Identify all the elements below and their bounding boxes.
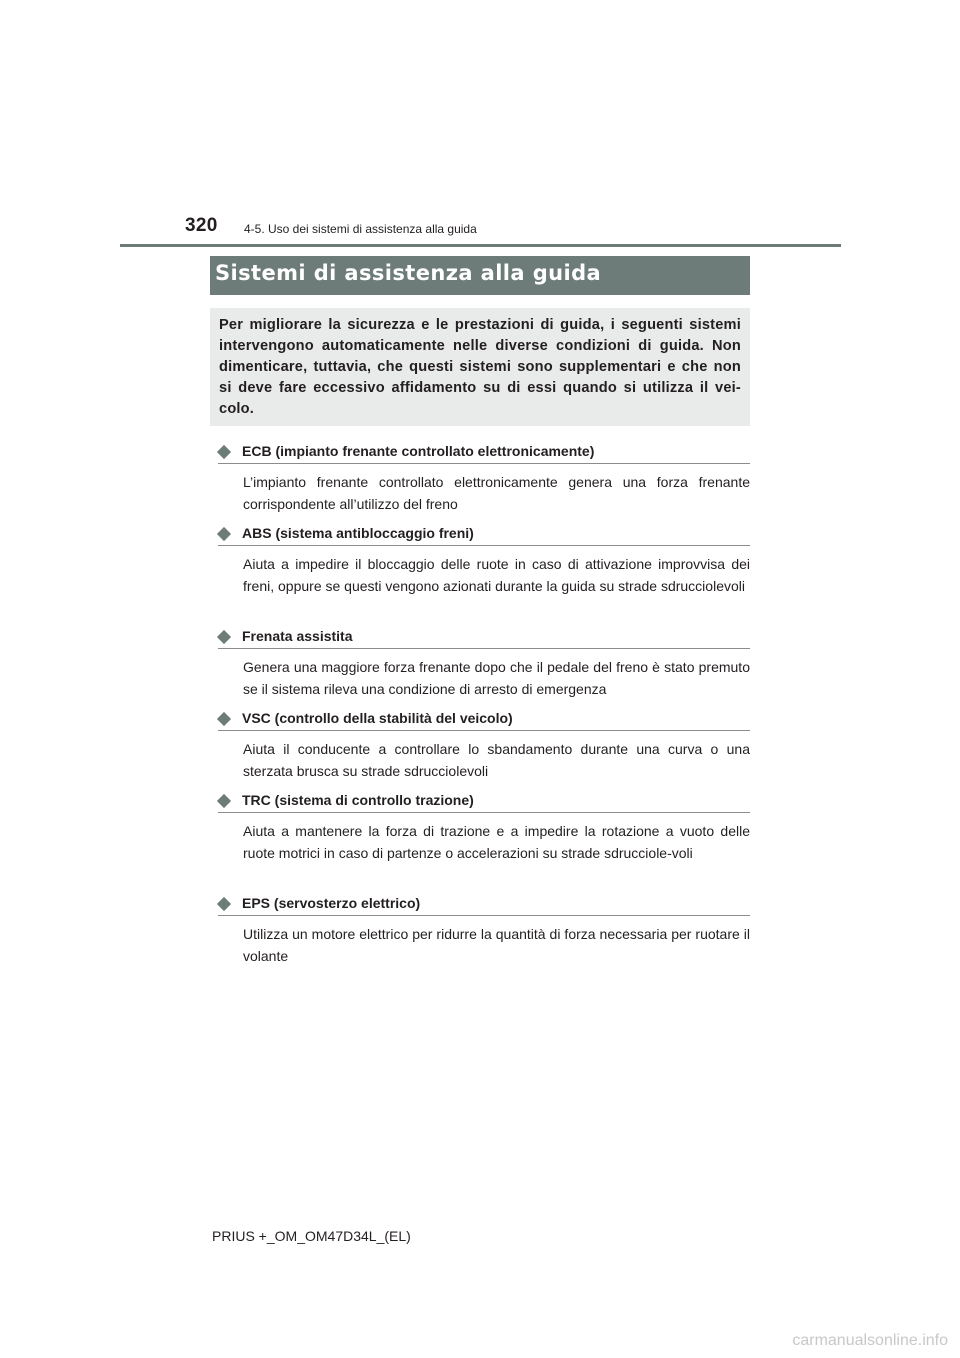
feature-heading <box>218 894 750 916</box>
intro-box <box>210 308 750 426</box>
feature-heading <box>218 524 750 546</box>
feature-title: ABS (sistema antibloccaggio freni) <box>242 525 474 541</box>
diamond-bullet-icon <box>217 897 231 911</box>
section-header: 4-5. Uso dei sistemi di assistenza alla guida <box>244 222 477 236</box>
feature-description: Aiuta a mantenere la forza di trazione e a impedire la rotazione a vuoto delle ruote motrici in caso di partenze o accelerazioni su strade sdrucciole-voli <box>243 823 750 861</box>
feature-ecb <box>218 442 750 515</box>
header-rule <box>120 244 841 247</box>
feature-title: TRC (sistema di controllo trazione) <box>242 792 474 808</box>
feature-description: L’impianto frenante controllato elettronicamente genera una forza frenante corrispondente all’utilizzo del freno <box>243 474 750 512</box>
diamond-bullet-icon <box>217 527 231 541</box>
feature-description: Genera una maggiore forza frenante dopo che il pedale del freno è stato premuto se il sistema rileva una condizione di arresto di emergenza <box>243 659 750 697</box>
feature-heading <box>218 627 750 649</box>
feature-title: VSC (controllo della stabilità del veicolo) <box>242 710 513 726</box>
title-banner <box>210 256 750 295</box>
intro-text: Per migliorare la sicurezza e le prestazioni di guida, i seguenti sistemi intervengono automaticamente nelle diverse condizioni di guida. Non dimenticare, tuttavia, che questi sistemi sono supplementari e che non si deve fare eccessivo affidamento su di essi quando si utilizza il vei-colo. <box>219 317 741 417</box>
feature-description: Aiuta a impedire il bloccaggio delle ruote in caso di attivazione improvvisa dei freni, oppure se questi vengono azionati durante la guida su strade sdrucciolevoli <box>243 556 750 594</box>
feature-description: Utilizza un motore elettrico per ridurre la quantità di forza necessaria per ruotare il volante <box>243 926 750 964</box>
page-number: 320 <box>185 215 218 236</box>
feature-title: EPS (servosterzo elettrico) <box>242 895 421 911</box>
feature-description: Aiuta il conducente a controllare lo sbandamento durante una curva o una sterzata brusca su strade sdrucciolevoli <box>243 741 750 779</box>
feature-heading <box>218 442 750 464</box>
diamond-bullet-icon <box>217 794 231 808</box>
diamond-bullet-icon <box>217 445 231 459</box>
diamond-bullet-icon <box>217 712 231 726</box>
watermark: carmanualsonline.info <box>792 1332 948 1349</box>
page-title: Sistemi di assistenza alla guida <box>215 261 602 285</box>
feature-heading <box>218 709 750 731</box>
diamond-bullet-icon <box>217 630 231 644</box>
feature-title: ECB (impianto frenante controllato elettronicamente) <box>242 443 595 459</box>
feature-heading <box>218 791 750 813</box>
feature-title: Frenata assistita <box>242 628 353 644</box>
feature-trc <box>218 791 750 864</box>
feature-brake-assist <box>218 627 750 700</box>
feature-eps <box>218 894 750 967</box>
feature-vsc <box>218 709 750 782</box>
document-code: PRIUS +_OM_OM47D34L_(EL) <box>212 1228 411 1244</box>
feature-abs <box>218 524 750 597</box>
